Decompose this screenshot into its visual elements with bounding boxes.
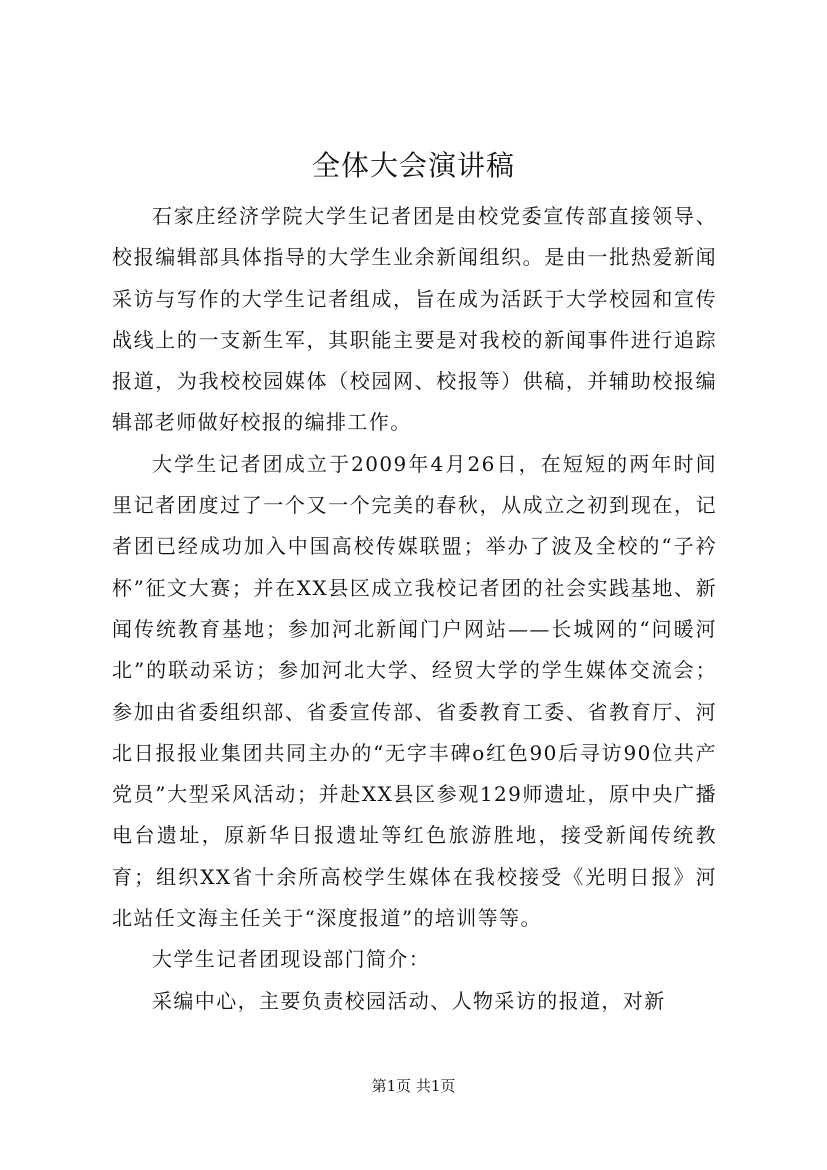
paragraph-history: 大学生记者团成立于2009年4月26日，在短短的两年时间里记者团度过了一个又一个完美的春秋，从成立之初到现在，记者团已经成功加入中国高校传媒联盟；举办了波及全校的“子衿杯”征文大赛；并在XX县区成立我校记者团的社会实践基地、新闻传统教育基地；参加河北新闻门户网站——长城网的“问暖河北”的联动采访；参加河北大学、经贸大学的学生媒体交流会；参加由省委组织部、省委宣传部、省委教育工委、省教育厅、河北日报报业集团共同主办的“无字丰碑o红色90后寻访90位共产党员”大型采风活动；并赴XX县区参观129师遗址，原中央广播电台遗址，原新华日报遗址等红色旅游胜地，接受新闻传统教育；组织XX省十余所高校学生媒体在我校接受《光明日报》河北站任文海主任关于“深度报道”的培训等等。 bbox=[112, 451, 717, 931]
paragraph-intro: 石家庄经济学院大学生记者团是由校党委宣传部直接领导、校报编辑部具体指导的大学生业余新闻组织。是由一批热爱新闻采访与写作的大学生记者组成，旨在成为活跃于大学校园和宣传战线上的一支新生军，其职能主要是对我校的新闻事件进行追踪报道，为我校校园媒体（校园网、校报等）供稿，并辅助校报编辑部老师做好校报的编排工作。 bbox=[112, 204, 717, 435]
paragraph-editorial-center: 采编中心，主要负责校园活动、人物采访的报道，对新 bbox=[152, 988, 666, 1013]
paragraph-departments-heading: 大学生记者团现设部门简介： bbox=[152, 947, 431, 972]
document-title: 全体大会演讲稿 bbox=[311, 149, 515, 182]
page-footer: 第1页 共1页 bbox=[371, 1077, 456, 1095]
document-body bbox=[112, 196, 717, 1022]
